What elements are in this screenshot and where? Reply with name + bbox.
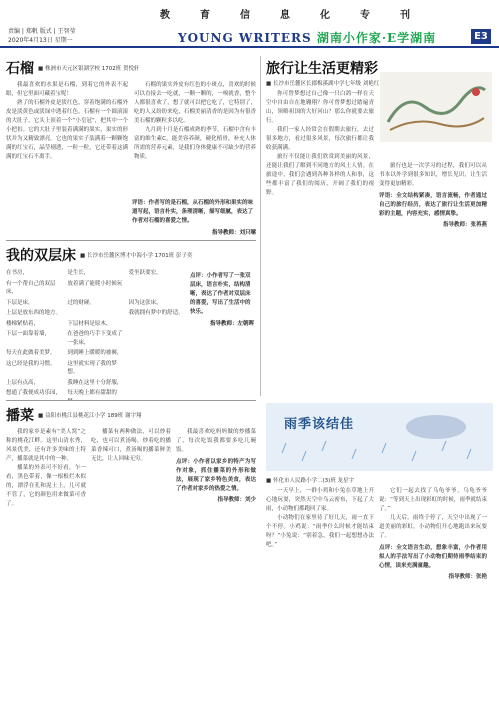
poem-line: 每天在此做着美梦， [6,350,56,356]
comment [176,458,256,494]
top-char: 教 [160,10,170,21]
article-stone-comment [132,196,256,252]
section-divider [6,400,256,401]
article-body-col-1 [6,81,128,162]
article-body-col-2 [134,81,256,162]
publisher-line-1: 责编 | 郑帆 版式 | 王智莹 [8,28,76,35]
poem-line: 下层材料是原木， [67,320,112,327]
paragraph: 旅行不仅能让我们欣赏到美丽的风景，还能让我们了解到不同地方的风土人情。在旅途中，我们会遇到各种各样的人和事，这些都丰富了我们的阅历，开阔了我们的视野。 [266,154,374,196]
poem-line: 爱坐跃要宏。 [128,270,162,276]
poem-line: 到到睡上暖暖的被褥， [67,350,123,356]
article-columns [6,428,256,509]
rain-illustration [266,403,493,471]
poem-line: 有一个帮自己的双层床， [6,280,56,295]
masthead-top-strip [0,0,499,25]
poem-line: 过的财碰。 [67,299,95,306]
poem-line: 每天晚上都有甜甜的 [67,390,117,396]
comment [132,199,256,226]
paragraph: 熟了的石榴外皮是淡红色，穿着饱满的石榴外皮是淡黄色或淡绿中透着红色。石榴有一个圆滚滚的大肚子，它头上顶着一个“小皇冠”，把其中一个小把扣。它的大肚子里装着满满的果实，果实的形状并为又精致漂亮。它也的果实子装满着一颗颗饱满的红宝石，晶莹剔透，一粒一粒，它还带着这满满的红宝石不离手。 [6,100,128,160]
poem-line [129,360,184,377]
poem-line: 这里就实现了我的梦想。 [67,360,117,375]
comment-text: 点评：小作者以家乡的特产为写作对象，抓住播菜的外形和做法，展现了家乡特色美食，表达了作者对家乡的热爱之情。 [176,459,256,492]
section-title [178,29,436,46]
page-code-badge: E3 [471,29,491,44]
top-char: 化 [320,10,330,21]
article-byline: ■ 益阳市桃江县桃花江小学 189班 谢宇翔 [38,413,142,419]
article-bocai [6,405,256,695]
article-side [190,269,254,400]
paragraph: 它们一起去找了乌龟爷爷，乌龟爷爷说：“等到天上出现彩虹的时候，雨季就结束了。” [379,488,487,512]
article-body-col-2 [91,428,171,509]
column-divider [260,56,261,396]
article-title: 播菜 [6,408,34,424]
poem-line: 下层一面靠着墙， [6,331,51,337]
article-byline: ■ 怀化市人民路小学二(3)班 龙星宇 [266,478,354,484]
top-char: 刊 [400,10,410,21]
dragon-illustration [380,72,492,142]
comment-text: 评语：作者写的是石榴，从石榴的外形和果实的味道写起，语言朴实，条理清晰，描写细腻，表达了作者对石榴的喜爱之情。 [132,200,254,224]
masthead-header [0,26,499,48]
poem-line [129,330,184,347]
paragraph: 我最喜欢的水果是石榴，到着它的外表不起眼，但它里面可藏着宝呢！ [6,82,128,97]
article-title: 我的双层床 [6,248,76,264]
poem-line: 楼梯紧贴着， [6,320,40,327]
poem [6,269,184,400]
poem-line: 因为这张床， [128,299,162,306]
comment [379,544,487,571]
paragraph: 你可曾梦想过自己像一只白鸽一样在天空中自由自在地翱翔？你可曾梦想过踏遍青山，领略祖国的大好河山？那么你就要去旅行。 [266,91,374,124]
poem-line: 上层有点高， [6,379,40,386]
section-divider [6,240,256,241]
paragraph: 石榴的果实外皮有红色的小斑点，喜欢的时候可以直接去一吃就，一颗一颗的，一嗅就香，整个人都很喜欢了，想了就可以把它吃了，它特别了，吃的人又纷纷来吃，石榴美丽清香的是因为有很香美石榴的颗粒多以吃。 [134,82,256,124]
dragon-icon [380,72,492,142]
poem-line [129,349,184,358]
article-body-col-1 [266,90,374,230]
paragraph: 播菜的外表可不好看，乍一看，黑色带着，像一根根烂木似的，漂浮在孔和泥土上，儿可就不管了，它的颜色用来做菜可香了。 [6,465,86,507]
comment [379,192,487,219]
poem-line: 我睡在这里十分舒服， [67,379,123,386]
article-byline: ■ 长沙市岳麓区长郡梅溪湖中学七年级 刘艳红 [266,81,380,87]
article-body-col-2 [379,487,487,582]
poem-line [129,280,184,297]
teacher: 指导教师：左朝晖 [209,321,254,327]
section-title-en: YOUNG WRITERS [178,31,312,45]
poem-line: 是生长， [67,270,90,276]
paragraph: 几天后，雨终于停了，天空中出现了一道美丽的彩虹，小动物们开心地跑出来玩耍了。 [379,515,487,539]
article-byline: ■ 株洲市天元区银湖学校 1702班 贺悦轩 [38,66,140,72]
top-char: 育 [200,10,210,21]
paragraph: 我的家乡是素有“美人窝”之称的桃花江畔。这里山清水秀，风景优美，还有许多美味的土特产，播菜就是其中的一种。 [6,429,86,462]
article-title-row [6,245,256,265]
paragraph: 我最喜欢吃妈妈做的炒播菜了，每次吃饭我都要多吃几碗饭。 [176,429,256,453]
teacher: 指导教师：张艳 [448,574,487,580]
article-title-row [6,58,256,78]
poem-line: 在爸爸的巧手下变成了一张床， [67,331,123,346]
poem-line: 我就拥有梦中的舒适。 [128,310,184,316]
comment-text: 点评：全文语言生动，想象丰富，小作者用拟人的手法写出了小动物们期待雨季结束的心情，读来充满童趣。 [379,545,487,569]
article-columns [266,487,493,582]
cloud-icon [406,415,466,439]
article-bed [6,245,256,400]
teacher: 指导教师：刘少 [217,497,256,503]
publisher-date: 2020年4月13日 星期一 [8,37,73,44]
poem-line: 想通了我便成功乐园， [6,390,62,396]
poem-line: 这已经是我的习惯。 [6,360,56,367]
rain-drops [282,441,471,461]
article-title: 石榴 [6,61,34,77]
paragraph: 一天早上，一群小鸡和小兔在草地上开心地玩耍，突然天空中乌云密布，下起了大雨，小动物们都跑回了家。 [266,488,374,512]
poem-line: 上层是放东西的地方。 [6,310,62,316]
publisher-info [8,27,76,45]
poem-line: 下层是床， [6,299,34,306]
paragraph: 我们一家人经常会在假期去旅行，去过很多地方，看过很多风景，每次旅行都让我收获满满。 [266,127,374,151]
paragraph: 小动物们在家里待了好几天，雨一直下个不停。小鸡说：“雨季什么时候才能结束呀？”小兔说：“别着急，我们一起想想办法吧。” [266,515,374,548]
poem-line [129,379,184,388]
article-columns [6,81,256,162]
article-byline: ■ 长沙市岳麓区博才中海小学 1701班 彭子奕 [80,253,193,259]
comment-text: 点评：小作者写了一张双层床，语言朴实，结构清晰，表达了作者对双层床的喜爱，写出了生活中的快乐。 [190,273,251,315]
poem-line [67,309,122,318]
article-title: 雨季该结佳 [284,417,355,432]
poem-line: 在书房， [6,270,29,276]
comment [190,272,254,317]
article-title-row [6,405,256,425]
article-title: 旅行让生活更精彩 [266,61,378,77]
poem-line [129,389,184,400]
article-rain [266,476,493,697]
top-char: 息 [280,10,290,21]
paragraph: 九月到十月是石榴成熟的季节，石榴中含有丰富的维生素C，能美容养颜，硬化植骨，补充人体所需的营养元素，是我们身体健康不可缺少的营养物质。 [134,127,256,160]
poem-line: 放着满了能爬小时候玩 [67,280,123,287]
paragraph: 旅行也是一次学习的过程，我们可以从书本以外学到很多知识，增长见识，让生活变得更加精彩。 [379,163,487,187]
masthead-top-chars [160,6,410,21]
teacher: 指导教师：张苒燕 [442,222,487,228]
article-body-col-1 [6,428,86,509]
poem-line [129,320,184,329]
top-char: 专 [360,10,370,21]
article-columns [6,269,256,400]
article-body-col-3 [176,428,256,509]
section-title-cn: 湖南小作家·E学湖南 [316,31,437,45]
teacher: 指导教师：刘只嗦 [211,230,256,236]
paragraph: 播菜有两种做法，可以炒着吃，也可以煮汤喝。炒着吃的播菜香辣可口，煮汤喝的播菜鲜美无比，让人回味无穷。 [91,429,171,462]
article-body-col-1 [266,487,374,582]
top-char: 信 [240,10,250,21]
comment-text: 评语：全文结构紧凑，语言流畅，作者通过自己的旅行经历，表达了旅行让生活更加精彩的主题，内容充实，感情真挚。 [379,193,487,217]
